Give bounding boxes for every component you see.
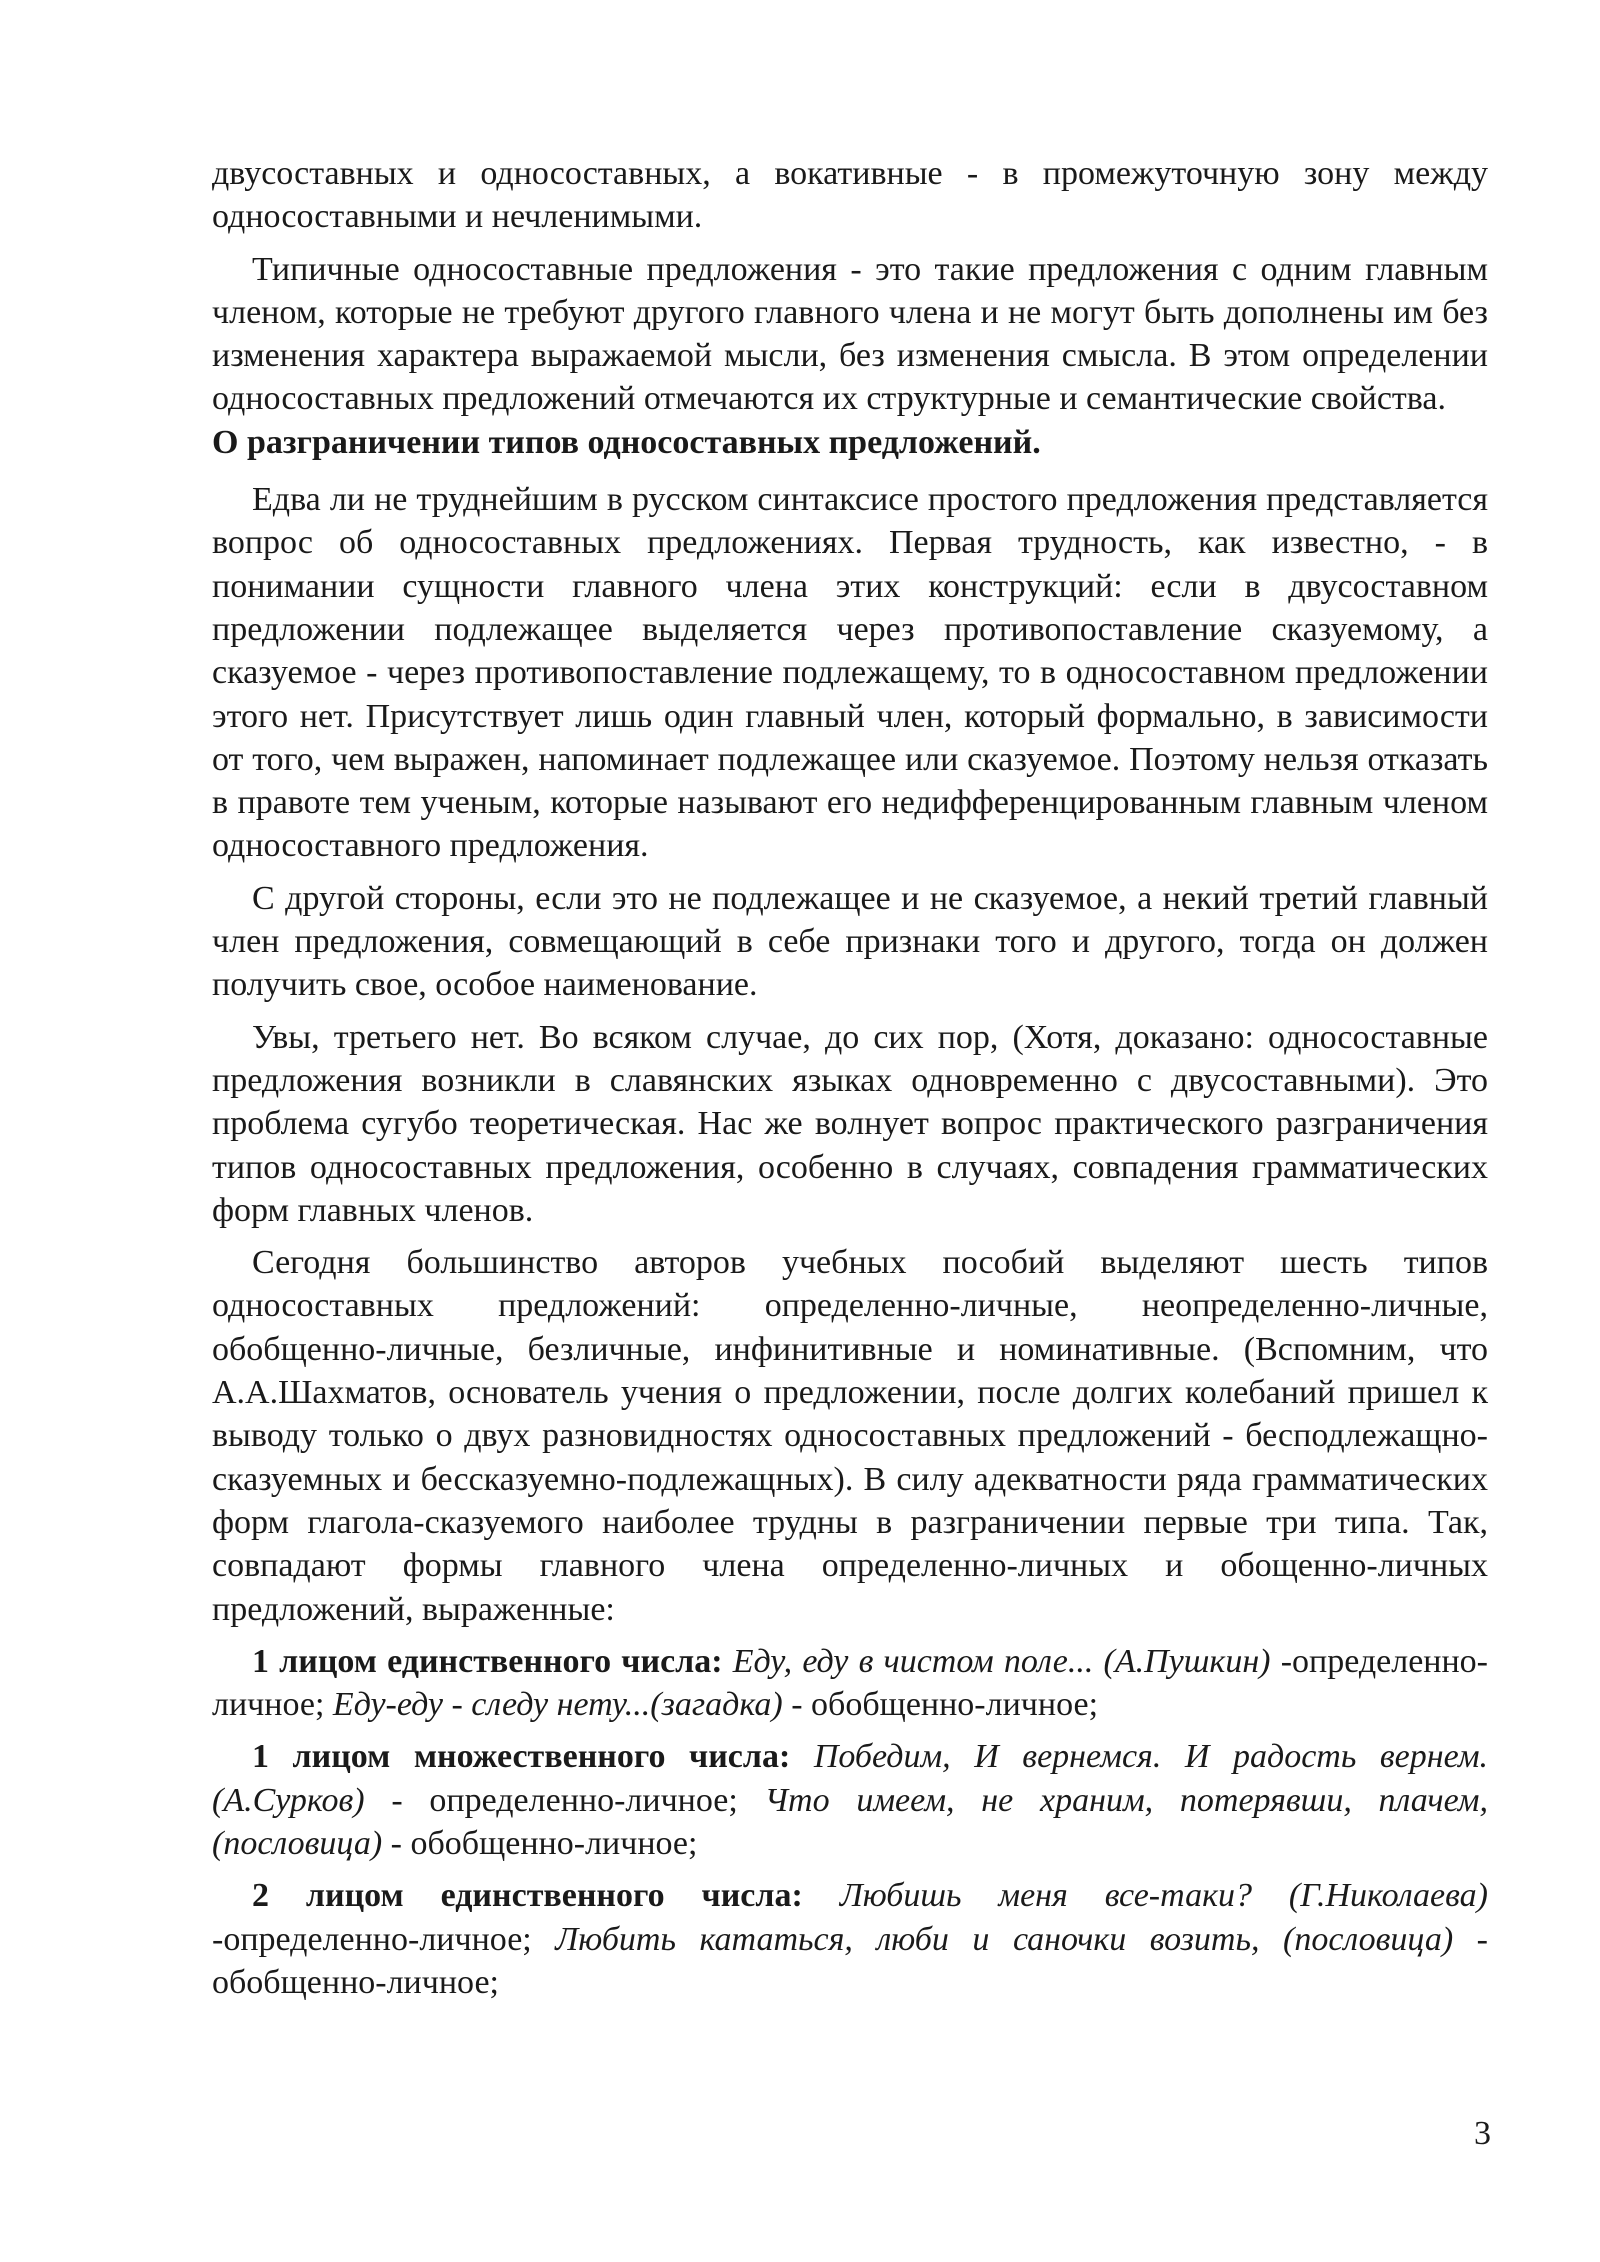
document-page	[212, 152, 1488, 2004]
paragraph-4: С другой стороны, если это не подлежащее и не сказуемое, а некий третий главный член предложения, совмещающий в себе признаки того и другого, тогда он должен получить свое, особое наименование.	[212, 879, 1488, 1004]
example-1-quote-a: Еду, еду в чистом поле... (А.Пушкин)	[732, 1642, 1271, 1680]
example-3-quote-a: Любишь меня все-таки? (Г.Николаева)	[839, 1877, 1488, 1915]
section-heading: О разграничении типов односоставных предложений.	[212, 423, 1041, 461]
example-2-label-a: - определенно-личное;	[391, 1781, 738, 1819]
example-1-label-b: - обобщенно-личное;	[791, 1686, 1099, 1724]
paragraph-6: Сегодня большинство авторов учебных пособий выделяют шесть типов односоставных предложений: определенно-личные, неопределенно-личные, обобщенно-личные, безличные, инфинитивные и номинативные. (Вспомним, что А.А.Шахматов, основатель учения о предложении, после долгих колебаний пришел к выводу только о двух разновидностях односоставных предложений - бесподлежащно-сказуемных и бессказуемно-подлежащных). В силу адекватности ряда грамматических форм глагола-сказуемого наиболее трудны в разграничении первые три типа. Так, совпадают формы главного члена определенно-личных и обощенно-личных предложений, выраженные:	[212, 1244, 1488, 1628]
page-number: 3	[1474, 2115, 1491, 2152]
example-3-term: 2 лицом единственного числа:	[252, 1877, 803, 1915]
paragraph-5: Увы, третьего нет. Во всяком случае, до сих пор, (Хотя, доказано: односоставные предложения возникли в славянских языках одновременно с двусоставными). Это проблема сугубо теоретическая. Нас же волнует вопрос практического разграничения типов односоставных предложения, особенно в случаях, совпадения грамматических форм главных членов.	[212, 1018, 1488, 1229]
example-3	[212, 1874, 1488, 2004]
example-2	[212, 1735, 1488, 1865]
example-3-quote-b: Любить кататься, люби и саночки возить, (пословица)	[555, 1920, 1454, 1958]
paragraph-3: Едва ли не труднейшим в русском синтаксисе простого предложения представляется вопрос об односоставных предложениях. Первая трудность, как известно, - в понимании сущности главного члена этих конструкций: если в двусоставном предложении подлежащее выделяется через противопоставление сказуемому, а сказуемое - через противопоставление подлежащему, то в односоставном предложении этого нет. Присутствует лишь один главный член, который формально, в зависимости от того, чем выражен, напоминает подлежащее или сказуемое. Поэтому нельзя отказать в правоте тем ученым, которые называют его недифференцированным главным членом односоставного предложения.	[212, 481, 1488, 865]
example-2-term: 1 лицом множественного числа:	[252, 1738, 791, 1776]
paragraph-2: Типичные односоставные предложения - это такие предложения с одним главным членом, которые не требуют другого главного члена и не могут быть дополнены им без изменения характера выражаемой мысли, без изменения смысла. В этом определении односоставных предложений отмечаются их структурные и семантические свойства.	[212, 250, 1488, 418]
example-2-quote-b: Что имеем, не храним, потерявши, плачем, (пословица)	[212, 1781, 1489, 1862]
example-1-quote-b: Еду-еду - следу нету...(загадка)	[332, 1686, 783, 1724]
example-3-label-a: -определенно-личное;	[212, 1920, 532, 1958]
example-1-label-a: -определенно-личное;	[212, 1642, 1489, 1724]
example-3-label-b: - обобщенно-личное;	[212, 1920, 1488, 2001]
example-1-term: 1 лицом единственного числа:	[252, 1642, 723, 1680]
example-2-label-b: - обобщенно-личное;	[390, 1824, 698, 1862]
example-1	[212, 1640, 1488, 1727]
example-2-quote-a: Победим, И вернемся. И радость вернем. (А.Сурков)	[212, 1738, 1489, 1819]
paragraph-1: двусоставных и односоставных, а вокативные - в промежуточную зону между односоставными и нечленимыми.	[212, 155, 1488, 236]
